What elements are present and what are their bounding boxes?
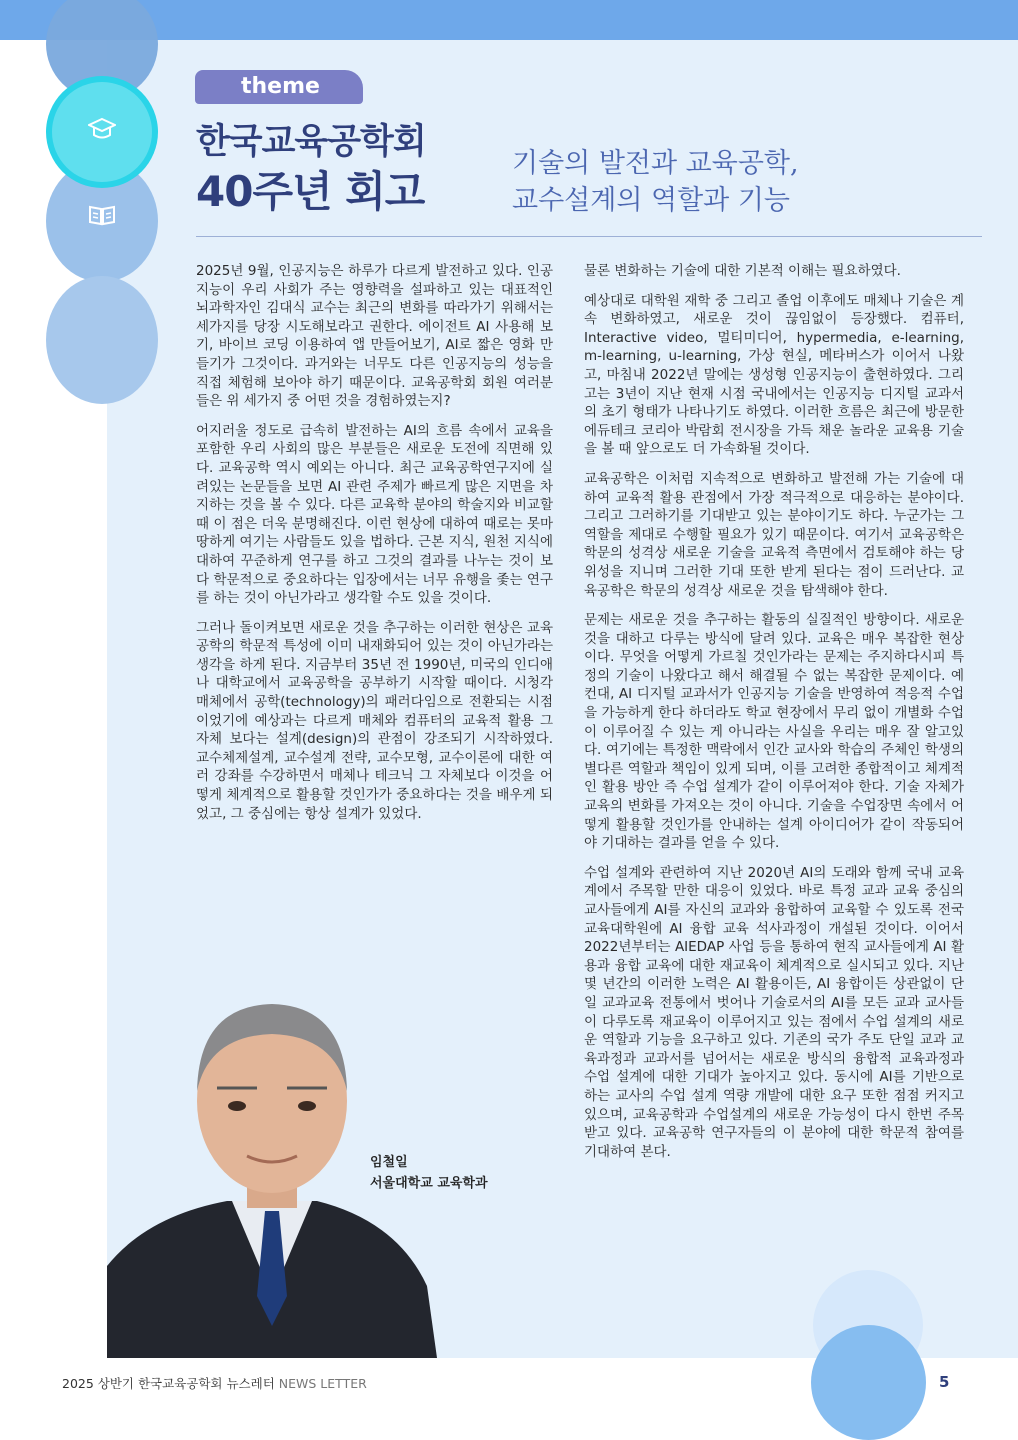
theme-tab: theme bbox=[195, 70, 363, 104]
graduation-cap-icon bbox=[82, 116, 122, 149]
article-paragraph: 어지러울 정도로 급속히 발전하는 AI의 흐름 속에서 교육을 포함한 우리 사회의 많은 부분들은 새로운 도전에 직면해 있다. 교육공학 역시 예외는 아니다. 최근 교육공학연구지에 실려있는 논문들을 보면 AI 관련 주제가 빠르게 많은 지면을 차지하는 것을 볼 수 있다. 다른 교육학 분야의 학술지와 비교할 때 이 점은 더욱 분명해진다. 이런 현상에 대하여 때로는 못마땅하게 여기는 사람들도 있을 법하다. 근본 지식, 원천 지식에 대하여 꾸준하게 연구를 하고 그것의 결과를 나누는 것이 보다 학문적으로 중요하다는 입장에서는 너무 유행을 좇는 연구를 하는 것이 아닌가라고 생각할 수도 있을 것이다. bbox=[196, 422, 553, 607]
title-divider bbox=[196, 236, 982, 237]
footer bbox=[62, 1374, 367, 1392]
decor-circle-blue bbox=[811, 1325, 926, 1440]
footer-newsletter-label: NEWS LETTER bbox=[278, 1376, 367, 1391]
article-paragraph: 물론 변화하는 기술에 대한 기본적 이해는 필요하였다. bbox=[584, 263, 901, 279]
decor-circle-bottom bbox=[46, 276, 158, 404]
article-paragraph: 문제는 새로운 것을 추구하는 활동의 실질적인 방향이다. 새로운 것을 대하고 다루는 방식에 달려 있다. 교육은 매우 복잡한 현상이다. 무엇을 어떻게 가르칠 것인가라는 문제는 주지하다시피 특정의 기술이 나왔다고 해서 해결될 수 없는 복잡한 문제이다. 예컨대, AI 디지털 교과서가 인공지능 기술을 반영하여 적응적 수업을 가능하게 한다 하더라도 학교 현장에서 무리 없이 개별화 수업이 이루어질 수 있는 게 아니라는 사실을 우리는 매우 잘 알고있다. 여기에는 특정한 맥락에서 인간 교사와 학습의 주체인 학생의 별다른 역할과 책임이 있게 되며, 이를 고려한 종합적이고 체계적인 활용 방안 즉 수업 설계가 같이 이루어져야 한다. 기술 자체가 교육의 변화를 가져오는 것이 아니다. 기술을 수업장면 속에서 어떻게 활용할 것인가를 안내하는 설계 아이디어가 같이 작동되어야 기대하는 결과를 얻을 수 있다. bbox=[584, 612, 964, 852]
subtitle bbox=[512, 145, 799, 219]
author-name: 임철일 bbox=[370, 1155, 408, 1170]
article-paragraph: 그러나 돌이켜보면 새로운 것을 추구하는 이러한 현상은 교육공학의 학문적 특성에 이미 내재화되어 있는 것이 아닌가라는 생각을 하게 된다. 지금부터 35년 전 1990년, 미국의 인디애나 대학교에서 교육공학을 공부하기 시작할 때이다. 시청각 매체에서 공학(technology)의 패러다임으로 전환되는 시점이었기에 예상과는 다르게 매체와 컴퓨터의 교육적 활용 그 자체 보다는 설계(design)의 관점이 강조되기 시작하였다. 교수체제설계, 교수설계 전략, 교수모형, 교수이론에 대한 여러 강좌를 수강하면서 매체나 테크닉 그 자체보다 이것을 어떻게 체계적으로 활용할 것인가가 중요하다는 것을 배우게 되었고, 그 중심에는 항상 설계가 있었다. bbox=[196, 619, 553, 822]
author-affiliation: 서울대학교 교육학과 bbox=[370, 1176, 488, 1191]
page-title bbox=[196, 120, 426, 220]
article-paragraph: 교육공학은 이처럼 지속적으로 변화하고 발전해 가는 기술에 대하여 교육적 활용 관점에서 가장 적극적으로 대응하는 분야이다. 그리고 그러하기를 기대받고 있는 분야이기도 하다. 누군가는 그 역할을 제대로 수행할 필요가 있기 때문이다. 여기서 교육공학은 학문의 성격상 새로운 기술을 교육적 측면에서 검토해야 하는 당위성을 지니며 그러한 기대 또한 받게 된다는 점이 드러난다. 교육공학은 학문의 성격상 새로운 것을 탐색해야 한다. bbox=[584, 470, 964, 599]
article-paragraph: 예상대로 대학원 재학 중 그리고 졸업 이후에도 매체나 기술은 계속 변화하였고, 새로운 것이 끊임없이 등장했다. 컴퓨터, Interactive video, 멀티미디어, hypermedia, e-learning, m-learning, u-learning, 가상 현실, 메타버스가 이어서 나왔고, 마침내 2022년 말에는 생성형 인공지능이 출현하였다. 그리고는 3년이 지난 현재 시점 국내에서는 인공지능 디지털 교과서의 초기 형태가 나타나기도 하였다. 이러한 흐름은 최근에 방문한 에듀테크 코리아 박람회 전시장을 가득 채운 놀라운 교육용 기술을 볼 때 앞으로도 더 가속화될 것이다. bbox=[584, 292, 964, 458]
title-line-1: 한국교육공학회 bbox=[196, 122, 426, 162]
footer-text: 2025 상반기 한국교육공학회 뉴스레터 bbox=[62, 1376, 275, 1391]
title-line-2: 40주년 회고 bbox=[196, 167, 425, 216]
article-column-left bbox=[196, 262, 553, 834]
page-number: 5 bbox=[939, 1373, 950, 1391]
author-caption bbox=[370, 1152, 488, 1194]
decor-circle-graduation bbox=[46, 76, 158, 188]
article-column-right bbox=[584, 262, 964, 1172]
article-paragraph: 수업 설계와 관련하여 지난 2020년 AI의 도래와 함께 국내 교육계에서 주목할 만한 대응이 있었다. 바로 특정 교과 교육 중심의 교사들에게 AI를 자신의 교과와 융합하여 교육할 수 있도록 전국 교육대학원에 AI 융합 교육 석사과정이 개설된 것이다. 이어서 2022년부터는 AIEDAP 사업 등을 통하여 현직 교사들에게 AI 활용과 융합 교육에 대한 재교육이 체계적으로 실시되고 있다. 지난 몇 년간의 이러한 노력은 AI 활용이든, AI 융합이든 상관없이 단일 교과교육 전통에서 벗어나 기술로서의 AI를 모든 교과 교사들이 다루도록 재교육이 이루어지고 있는 점에서 수업 설계의 새로운 역할과 기능을 요구하고 있다. 기존의 국가 주도 단일 교과 교육과정과 교과서를 넘어서는 새로운 방식의 융합적 교육과정과 수업 설계에 대한 기대가 높아지고 있다. 동시에 AI를 기반으로 하는 교사의 수업 설계 역량 개발에 대한 요구 또한 점점 커지고 있으며, 교육공학과 수업설계의 새로운 가능성이 다시 한번 주목받고 있다. 교육공학 연구자들의 이 분야에 대한 학문적 참여를 기대하여 본다. bbox=[584, 864, 964, 1160]
article-paragraph: 2025년 9월, 인공지능은 하루가 다르게 발전하고 있다. 인공지능이 우리 사회가 주는 영향력을 설파하고 있는 대표적인 뇌과학자인 김대식 교수는 최근의 변화를 따라가기 위해서는 세가지를 당장 시도해보라고 권한다. 에이전트 AI 사용해 보기, 바이브 코딩 이용하여 앱 만들어보기, AI로 짧은 영화 만들기가 그것이다. 과거와는 너무도 다른 인공지능의 성능을 직접 체험해 보아야 하기 때문이다. 교육공학회 회원 여러분들은 위 세가지 중 어떤 것을 경험하였는지? bbox=[196, 263, 553, 410]
subtitle-line-1: 기술의 발전과 교육공학, bbox=[512, 148, 799, 179]
subtitle-line-2: 교수설계의 역할과 기능 bbox=[512, 185, 790, 216]
open-book-icon bbox=[82, 203, 122, 233]
